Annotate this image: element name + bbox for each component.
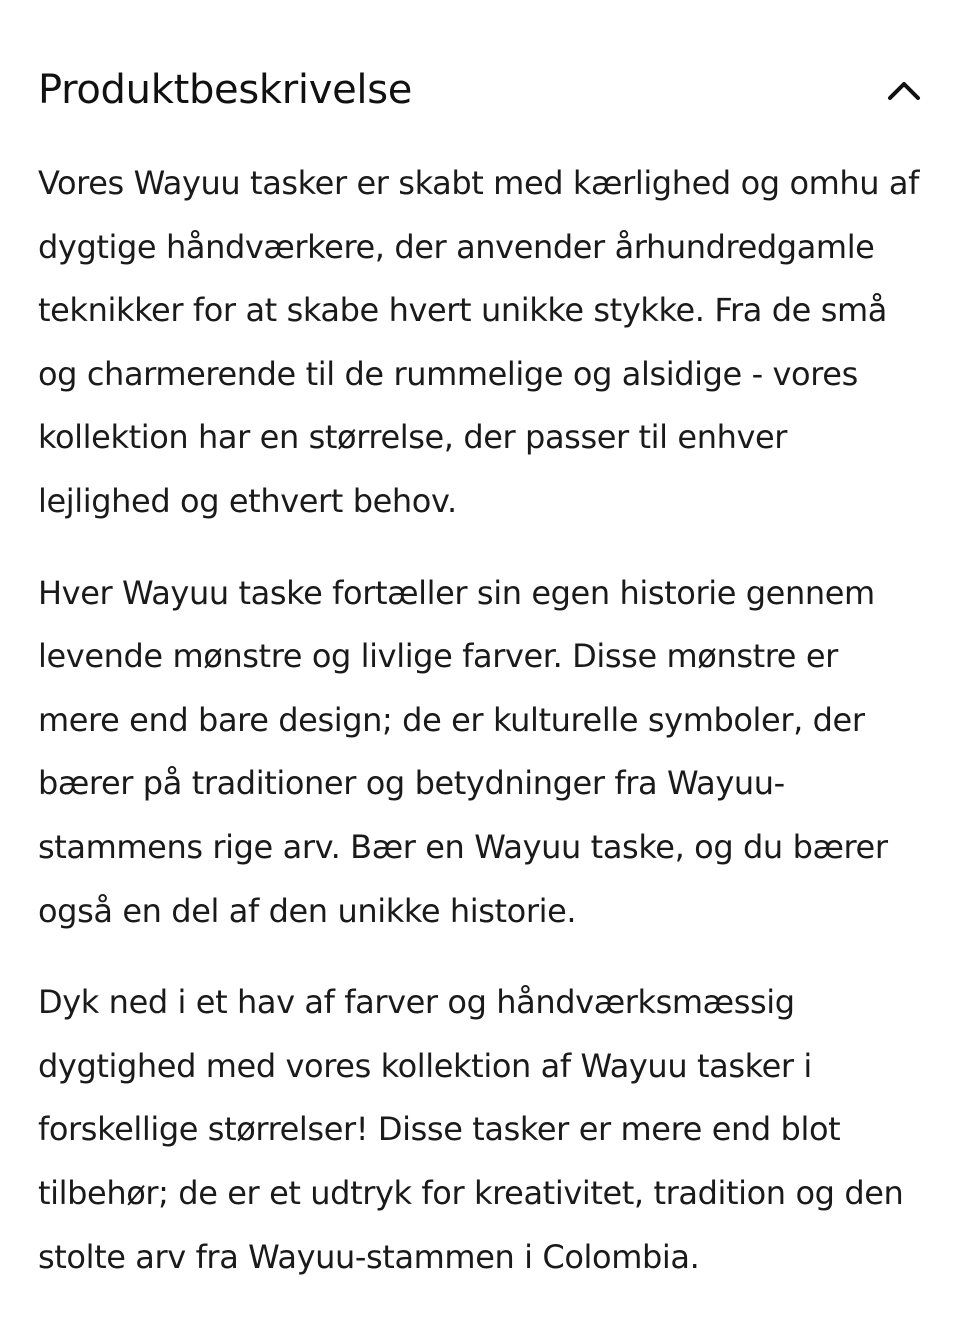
section-title: Produktbeskrivelse (38, 67, 413, 113)
accordion-header[interactable] (0, 52, 960, 132)
description-paragraph: Dyk ned i et hav af farver og håndværksmæssig dygtighed med vores kollektion af Wayuu tasker i forskellige størrelser! Disse tasker er mere end blot tilbehør; de er et udtryk for kreativitet, tradition og den stolte arv fra Wayuu-stammen i Colombia. (38, 983, 904, 1276)
chevron-up-icon[interactable] (884, 74, 924, 106)
description-paragraph: Vores Wayuu tasker er skabt med kærlighed og omhu af dygtige håndværkere, der anvender århundredgamle teknikker for at skabe hvert unikke stykke. Fra de små og charmerende til de rummelige og alsidige - vores kollektion har en størrelse, der passer til enhver lejlighed og ethvert behov. (38, 164, 919, 520)
accordion-content (38, 152, 928, 1317)
description-paragraph: Hver Wayuu taske fortæller sin egen historie gennem levende mønstre og livlige farver. Disse mønstre er mere end bare design; de er kulturelle symboler, der bærer på traditioner og betydninger fra Wayuu-stammens rige arv. Bær en Wayuu taske, og du bærer også en del af den unikke historie. (38, 573, 888, 930)
